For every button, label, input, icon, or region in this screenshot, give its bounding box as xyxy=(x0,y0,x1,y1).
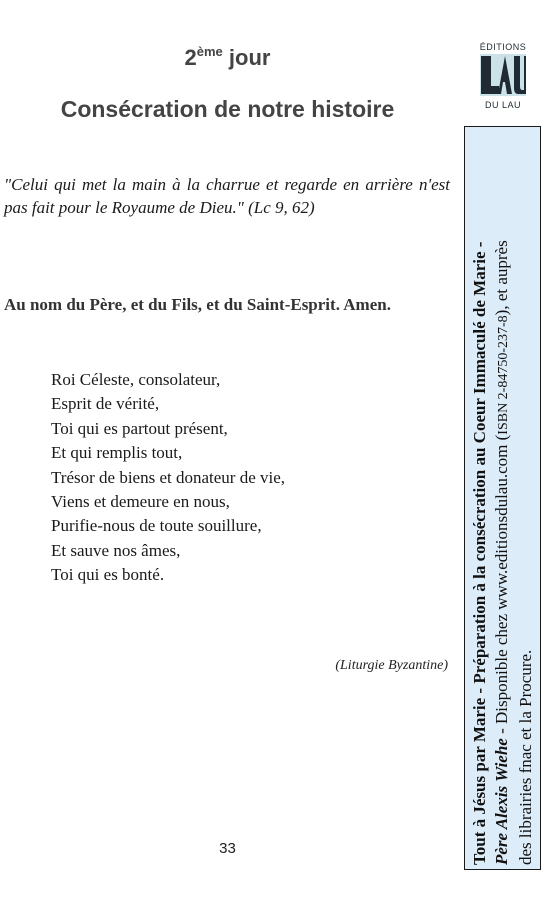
stores-line: des librairies fnac et la Procure. xyxy=(516,649,535,865)
prayer-line: Viens et demeure en nous, xyxy=(51,492,230,512)
availability-line xyxy=(491,129,515,865)
book-title: Tout à Jésus par Marie - Préparation à la consécration au Coeur Immaculé de Marie - xyxy=(470,241,489,865)
publisher-logo xyxy=(474,40,532,112)
prayer-line: Purifie-nous de toute souillure, xyxy=(51,516,262,536)
prayer-line: Et qui remplis tout, xyxy=(51,443,183,463)
prayer-line: Toi qui es partout présent, xyxy=(51,418,228,438)
prayer-line: Roi Céleste, consolateur, xyxy=(51,370,221,389)
page-title: Consécration de notre histoire xyxy=(60,96,395,122)
prayer-source: (Liturgie Byzantine) xyxy=(335,658,448,673)
book-info-banner xyxy=(464,126,541,870)
invocation: Au nom du Père, et du Fils, et du Saint-Esprit. Amen. xyxy=(4,295,391,314)
isbn: ISBN 2-84750-237-8 xyxy=(496,315,511,435)
availability-text: - Disponible chez www.editionsdulau.com ( xyxy=(492,434,511,739)
book-info-text xyxy=(469,129,537,865)
author-name: Père Alexis Wiehe xyxy=(492,738,511,865)
prayer-line: Toi qui es bonté. xyxy=(51,565,165,585)
day-heading xyxy=(0,44,455,71)
prayer-line: Esprit de vérité, xyxy=(51,394,160,414)
prayer-line: Et sauve nos âmes, xyxy=(51,540,181,560)
logo-bottom-text: DU LAU xyxy=(484,100,522,110)
prayer-text xyxy=(51,368,431,588)
day-word: jour xyxy=(228,45,271,70)
availability-end: ), et auprès xyxy=(492,240,511,316)
scripture-quote: "Celui qui met la main à la charrue et regarde en arrière n'est pas fait pour le Royaume de Dieu." (Lc 9, 62) xyxy=(4,175,450,217)
page-number: 33 xyxy=(219,840,236,857)
day-suffix: ème xyxy=(196,44,223,59)
prayer-line: Trésor de biens et donateur de vie, xyxy=(51,467,286,487)
day-number: 2 xyxy=(184,45,197,70)
logo-top-text: ÉDITIONS xyxy=(479,42,527,52)
